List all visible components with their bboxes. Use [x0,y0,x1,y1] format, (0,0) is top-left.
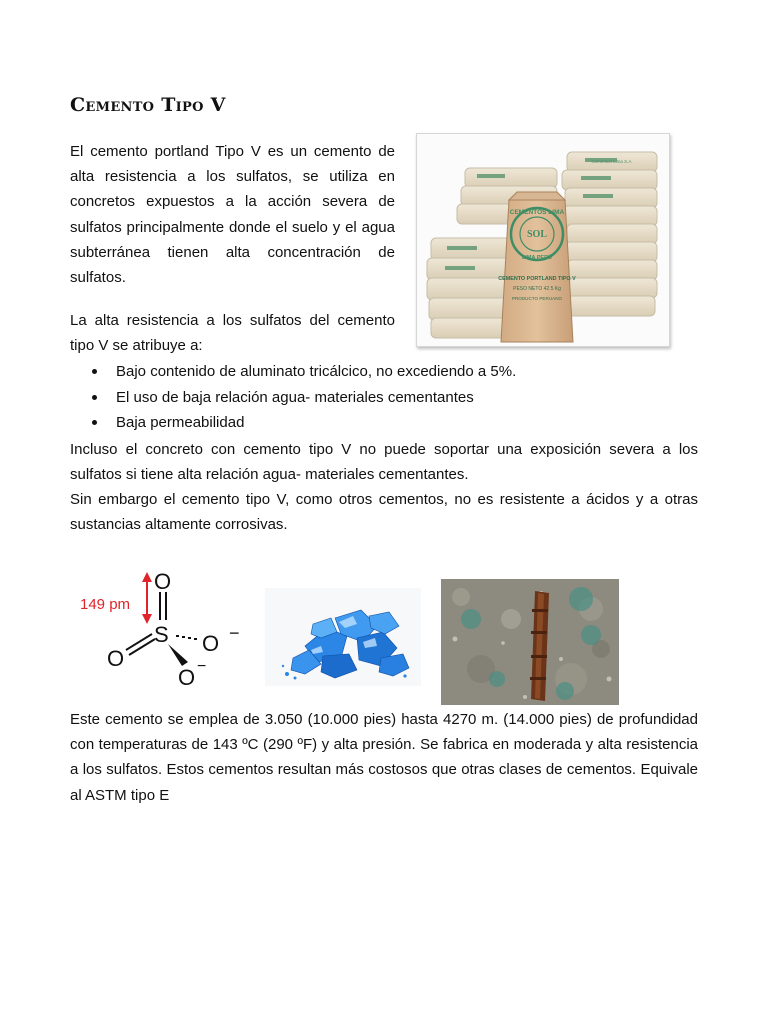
cement-bags-illustration [417,134,669,346]
attributes-list [70,359,698,436]
acid-note-paragraph: Sin embargo el cemento tipo V, como otros cementos, no es resistente a ácidos y a otras sustancias altamente corrosivas. [70,491,698,534]
atom-oxygen-right: O [202,631,220,656]
list-item: Baja permeabilidad [70,410,698,436]
bag-product-line2: PESO NETO 42.5 Kg [513,286,561,292]
bag-brand-ring: CEMENTOS LIMA [509,209,565,216]
corroded-concrete-photo [441,579,619,705]
list-item: Bajo contenido de aluminato tricálcico, no excediendo a 5%. [70,359,698,385]
copper-sulfate-crystals-photo [265,588,421,686]
document-title: Cemento Tipo V [70,94,226,116]
usage-paragraph: Este cemento se emplea de 3.050 (10.000 pies) hasta 4270 m. (14.000 pies) de profundidad con temperaturas de 143 ºC (290 ºF) y alta presión. Se fabrica en moderada y alta resistencia a los sulfatos. Estos cementos resultan más costosos que otras clases de cementos. Equivale al ASTM tipo E [70,711,698,804]
intro-paragraph: El cemento portland Tipo V es un cemento de alta resistencia a los sulfatos, se utiliza en concretos expuestos a la acción severa de sulfatos principalmente donde el suelo y el agua subterránea tienen alta concentración de sulfatos. [70,143,395,287]
cement-bags-photo [416,133,670,347]
bag-brand-ring-bottom: LIMA PERÚ [521,255,553,261]
attributes-intro-paragraph: La alta resistencia a los sulfatos del cemento tipo V se atribuye a: [70,312,395,355]
atom-sulfur: S [154,622,169,647]
charge-bottom: − [197,658,207,675]
bag-product-line3: PRODUCTO PERUANO [511,296,563,301]
bond-length-label: 149 pm [80,596,131,613]
limitation-paragraph: Incluso el concreto con cemento tipo V no puede soportar una exposición severa a los sulfatos si tiene alta relación agua- materiales cementantes. [70,441,698,484]
sulfate-ion-diagram [78,568,258,692]
bag-stamp: Cementos Lima S.A. [591,159,633,164]
list-item: El uso de baja relación agua- materiales cementantes [70,385,698,411]
bag-product-line1: CEMENTO PORTLAND TIPO V [498,276,576,282]
atom-oxygen-bottom: O [178,665,196,690]
atom-oxygen-top: O [154,569,172,594]
atom-oxygen-left: O [107,646,125,671]
bag-brand-center: SOL [526,229,548,240]
charge-right: − [229,623,240,643]
